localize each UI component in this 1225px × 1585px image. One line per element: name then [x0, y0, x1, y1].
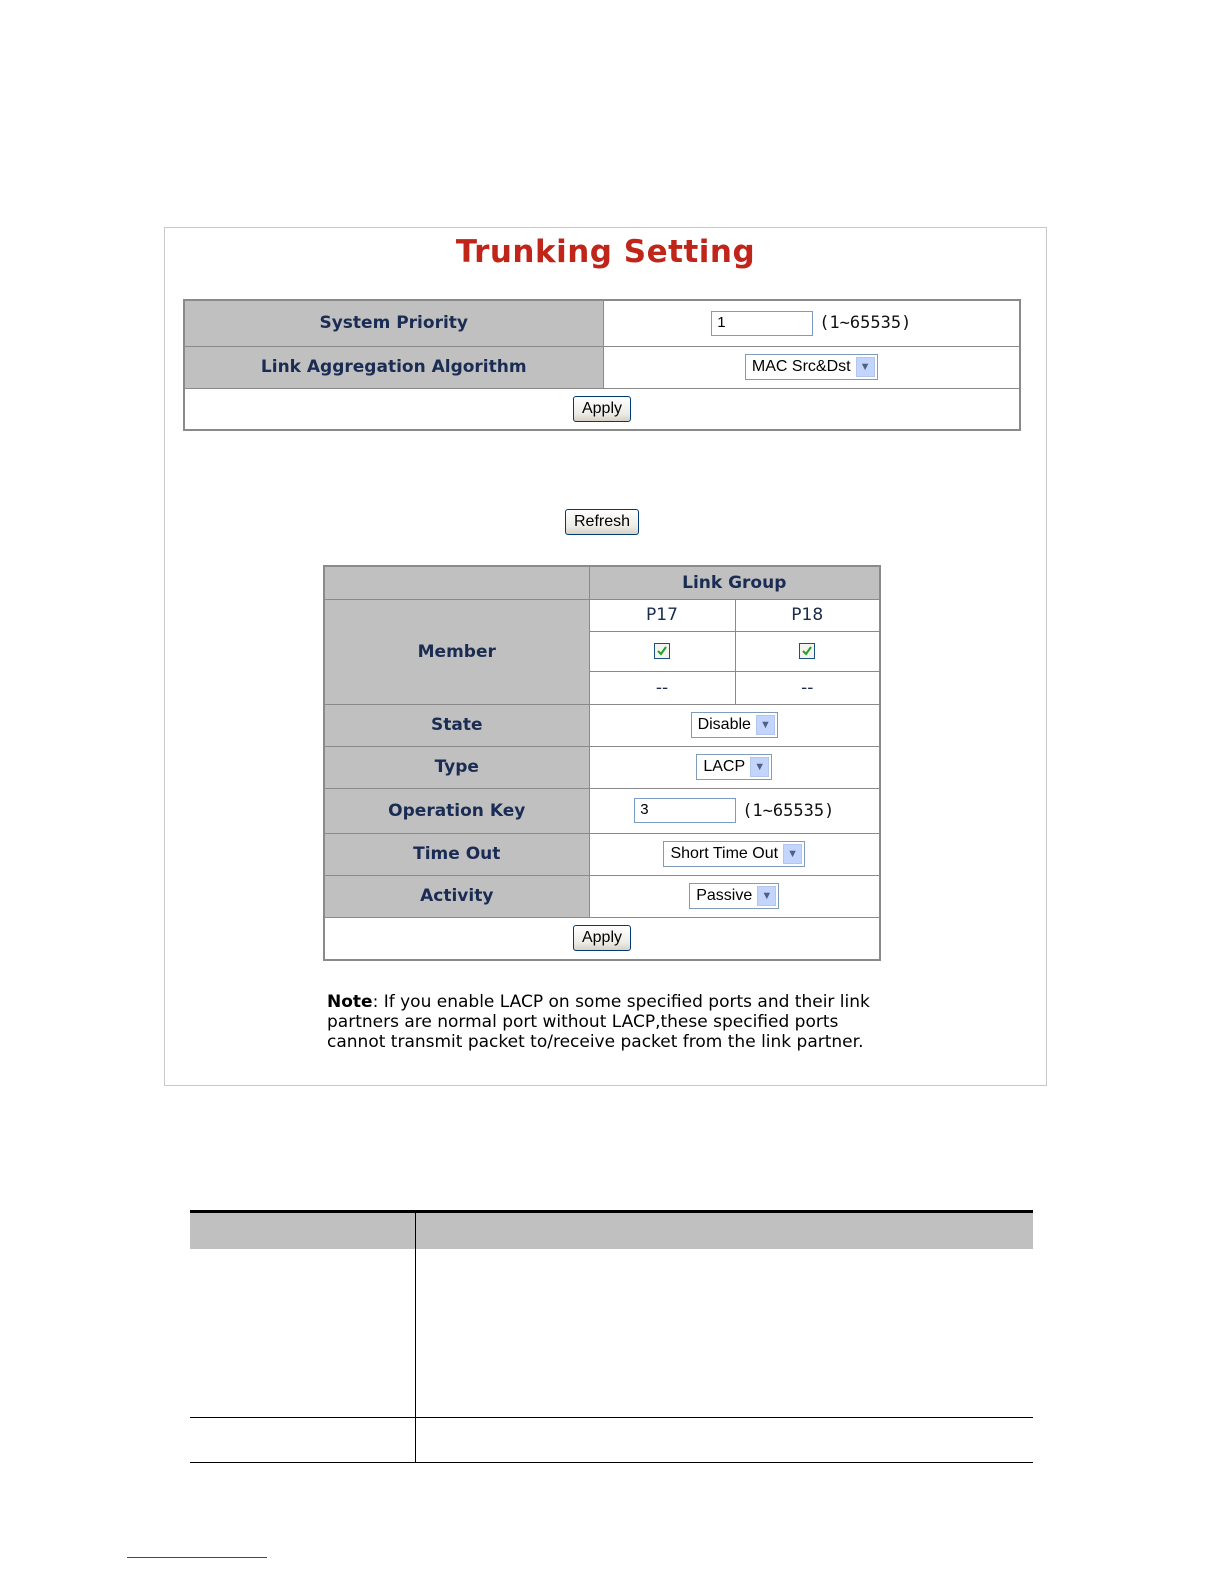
- system-apply-cell: [184, 388, 1020, 430]
- system-priority-range: (1~65535): [819, 313, 912, 334]
- table-row-divider: [190, 1417, 1033, 1418]
- type-label: Type: [324, 746, 589, 788]
- footer-link-underline: [127, 1557, 267, 1558]
- port-checkbox-cell: [735, 631, 880, 671]
- operation-key-range: (1~65535): [742, 800, 835, 821]
- activity-value: Passive: [696, 887, 753, 904]
- type-cell: [589, 746, 880, 788]
- member-label: Member: [324, 599, 589, 704]
- activity-select[interactable]: [689, 883, 779, 909]
- note-body: : If you enable LACP on some specified ports and their link partners are normal port without LACP,these specified ports cannot transmit packet to/receive packet from the link partner.: [327, 992, 870, 1052]
- table-column-divider: [415, 1213, 416, 1463]
- operation-key-input[interactable]: 3: [634, 798, 736, 823]
- port-p18-checkbox[interactable]: [799, 643, 815, 659]
- page-title: Trunking Setting: [455, 234, 756, 270]
- port-status: --: [589, 671, 735, 704]
- link-group-corner: [324, 566, 589, 599]
- group-apply-button[interactable]: Apply: [573, 925, 631, 951]
- checkmark-icon: [801, 645, 813, 657]
- state-value: Disable: [697, 716, 751, 733]
- time-out-select[interactable]: [663, 841, 805, 867]
- description-table: [190, 1210, 1033, 1463]
- state-select[interactable]: [691, 712, 778, 738]
- link-aggregation-algorithm-label: Link Aggregation Algorithm: [184, 346, 603, 388]
- chevron-down-icon[interactable]: ▼: [750, 757, 769, 777]
- refresh-wrapper: [557, 509, 647, 535]
- type-value: LACP: [703, 758, 746, 775]
- activity-cell: [589, 875, 880, 917]
- link-group-header: Link Group: [589, 566, 880, 599]
- system-priority-input[interactable]: 1: [711, 311, 813, 336]
- chevron-down-icon[interactable]: ▼: [757, 886, 776, 906]
- note-text: [327, 992, 887, 1052]
- link-aggregation-algorithm-cell: [603, 346, 1020, 388]
- operation-key-cell: [589, 788, 880, 833]
- state-cell: [589, 704, 880, 746]
- state-label: State: [324, 704, 589, 746]
- operation-key-label: Operation Key: [324, 788, 589, 833]
- type-select[interactable]: [696, 754, 772, 780]
- trunking-panel: [164, 227, 1047, 1086]
- system-priority-label: System Priority: [184, 300, 603, 346]
- checkmark-icon: [656, 645, 668, 657]
- table-header-bar: [190, 1213, 1033, 1249]
- note-prefix: Note: [327, 992, 373, 1012]
- port-checkbox-cell: [589, 631, 735, 671]
- link-group-table: [323, 565, 881, 961]
- activity-label: Activity: [324, 875, 589, 917]
- port-p17-checkbox[interactable]: [654, 643, 670, 659]
- port-label: P17: [589, 599, 735, 631]
- system-settings-table: [183, 299, 1021, 431]
- refresh-button[interactable]: Refresh: [565, 509, 639, 535]
- system-apply-button[interactable]: Apply: [573, 396, 631, 422]
- port-label: P18: [735, 599, 880, 631]
- group-apply-cell: [324, 917, 880, 960]
- port-status: --: [735, 671, 880, 704]
- link-aggregation-algorithm-value: MAC Src&Dst: [751, 358, 851, 375]
- chevron-down-icon[interactable]: ▼: [783, 844, 802, 864]
- time-out-cell: [589, 833, 880, 875]
- time-out-value: Short Time Out: [670, 845, 779, 862]
- chevron-down-icon[interactable]: ▼: [756, 715, 775, 735]
- time-out-label: Time Out: [324, 833, 589, 875]
- link-aggregation-algorithm-select[interactable]: [745, 354, 878, 380]
- table-bottom-rule: [190, 1462, 1033, 1463]
- chevron-down-icon[interactable]: ▼: [856, 357, 875, 377]
- system-priority-cell: [603, 300, 1020, 346]
